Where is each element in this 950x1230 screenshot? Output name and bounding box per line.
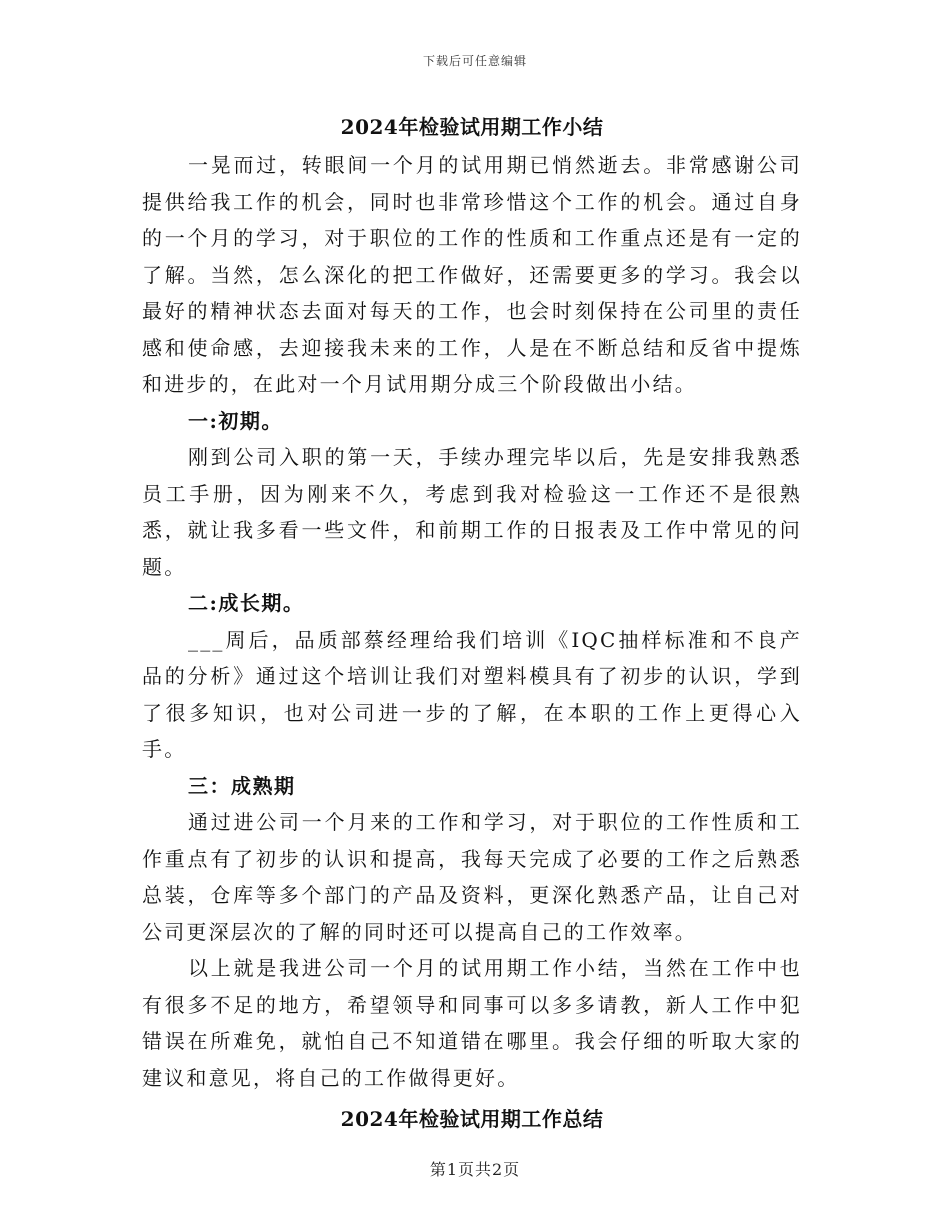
document-title: 2024年检验试用期工作小结 xyxy=(340,115,604,139)
page-number: 第1页共2页 xyxy=(429,1160,521,1179)
section-body-growth: ___周后，品质部蔡经理给我们培训《IQC抽样标准和不良产品的分析》通过这个培训让我们对塑料模具有了初步的认识，学到了很多知识，也对公司进一步的了解，在本职的工作上更得心入手。 xyxy=(142,627,802,761)
section-body-initial: 刚到公司入职的第一天，手续办理完毕以后，先是安排我熟悉员工手册，因为刚来不久，考虑到我对检验这一工作还不是很熟悉，就让我多看一些文件，和前期工作的日报表及工作中常见的问题。 xyxy=(142,445,802,579)
next-document-title: 2024年检验试用期工作总结 xyxy=(340,1107,604,1131)
section-heading-growth: 二:成长期。 xyxy=(188,591,305,615)
document-body xyxy=(142,111,802,1136)
section-body-mature: 通过进公司一个月来的工作和学习，对于职位的工作性质和工作重点有了初步的认识和提高，我每天完成了必要的工作之后熟悉总装，仓库等多个部门的产品及资料，更深化熟悉产品，让自己对公司更深层次的了解的同时还可以提高自己的工作效率。 xyxy=(142,810,802,944)
section-heading-initial: 一:初期。 xyxy=(188,408,283,433)
conclusion-paragraph: 以上就是我进公司一个月的试用期工作小结，当然在工作中也有很多不足的地方，希望领导和同事可以多多请教，新人工作中犯错误在所难免，就怕自己不知道错在哪里。我会仔细的听取大家的建议和意见，将自己的工作做得更好。 xyxy=(142,956,802,1090)
header-note: 下载后可任意编辑 xyxy=(422,54,527,68)
section-heading-mature: 三：成熟期 xyxy=(188,773,296,798)
intro-paragraph: 一晃而过，转眼间一个月的试用期已悄然逝去。非常感谢公司提供给我工作的机会，同时也非常珍惜这个工作的机会。通过自身的一个月的学习，对于职位的工作的性质和工作重点还是有一定的了解。当然，怎么深化的把工作做好，还需要更多的学习。我会以最好的精神状态去面对每天的工作，也会时刻保持在公司里的责任感和使命感，去迎接我未来的工作，人是在不断总结和反省中提炼和进步的，在此对一个月试用期分成三个阶段做出小结。 xyxy=(142,153,802,396)
